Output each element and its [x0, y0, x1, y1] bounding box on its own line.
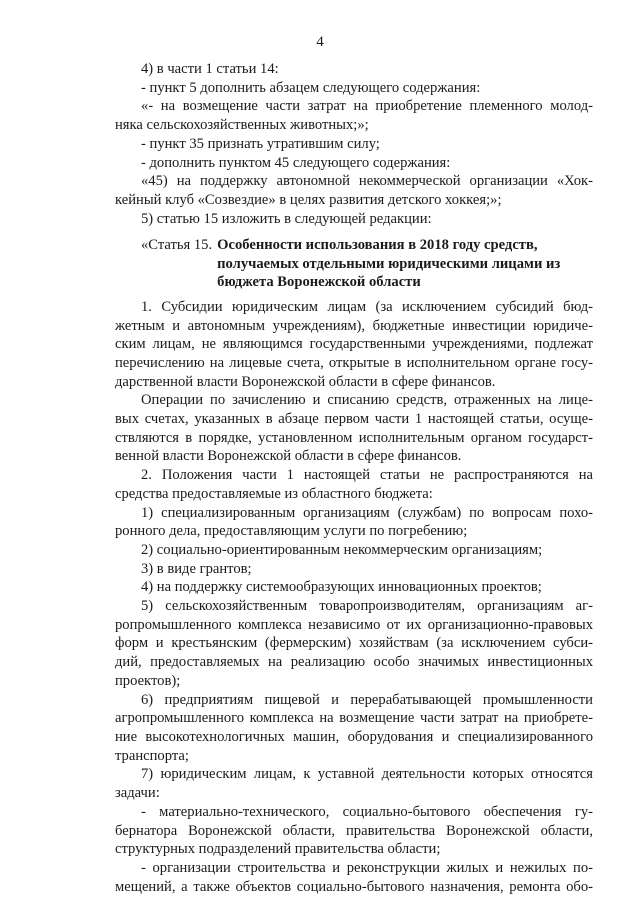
- paragraph: [115, 597, 593, 691]
- paragraph: [115, 97, 593, 134]
- paragraph: [115, 691, 593, 766]
- text-line: вых счетах, указанных в абзаце первом части 1 настоящей статьи, осуще-: [115, 411, 593, 428]
- text-line: структурных подразделений правительства области;: [115, 841, 441, 858]
- document-body: [115, 60, 593, 896]
- text-line: 2) социально-ориентированным некоммерческим организациям;: [141, 541, 543, 558]
- paragraph: [115, 172, 593, 209]
- text-line: - организации строительства и реконструкции жилых и нежилых по-: [141, 859, 593, 876]
- paragraph: [115, 859, 593, 896]
- text-line: проектов);: [115, 672, 181, 689]
- text-line: транспорта;: [115, 747, 189, 764]
- text-line: жетным и автономным учреждениям), бюджетные инвестиции юридиче-: [115, 317, 593, 334]
- paragraph: [115, 298, 593, 392]
- text-line: 4) в части 1 статьи 14:: [141, 61, 279, 77]
- text-line: дарственной власти Воронежской области в сфере финансов.: [115, 373, 496, 390]
- paragraph: [115, 765, 593, 802]
- article-title-line: получаемых отдельными юридическими лицами из: [217, 255, 561, 272]
- text-line: мещений, а также объектов социально-бытового назначения, ремонта обо-: [115, 878, 593, 895]
- text-line: бернатора Воронежской области, правительства Воронежской области,: [115, 822, 593, 839]
- page-number: 4: [316, 34, 324, 50]
- paragraph: [115, 504, 593, 541]
- paragraph: [115, 391, 593, 466]
- text-line: 7) юридическим лицам, к уставной деятельности которых относятся: [141, 766, 593, 783]
- text-line: няка сельскохозяйственных животных;»;: [115, 117, 369, 134]
- text-line: - пункт 5 дополнить абзацем следующего содержания:: [141, 79, 481, 96]
- text-line: средства предоставляемые из областного бюджета:: [115, 485, 433, 502]
- text-line: ропромышленного комплекса независимо от их организационно-правовых: [115, 616, 593, 633]
- text-line: ние высокотехнологичных машин, оборудования и специализированного: [115, 729, 593, 745]
- text-line: «45) на поддержку автономной некоммерческой организации «Хок-: [141, 173, 593, 190]
- article-heading: [115, 236, 593, 292]
- text-line: 3) в виде грантов;: [141, 560, 252, 577]
- text-line: 4) на поддержку системообразующих инновационных проектов;: [141, 579, 542, 596]
- text-line: «- на возмещение части затрат на приобретение племенного молод-: [141, 98, 593, 115]
- article-label: «Статья 15.: [141, 237, 213, 254]
- text-line: ствляются в порядке, установленном исполнительным органом государст-: [115, 429, 593, 446]
- text-line: дий, предоставляемых на реализацию особо значимых инвестиционных: [115, 654, 593, 671]
- text-line: 2. Положения части 1 настоящей статьи не распространяются на: [141, 467, 593, 484]
- text-line: 6) предприятиям пищевой и перерабатывающей промышленности: [141, 691, 593, 708]
- text-line: 1) специализированным организациям (службам) по вопросам похо-: [141, 504, 593, 521]
- article-title: [217, 236, 560, 292]
- text-line: венной власти Воронежской области в сфере финансов.: [115, 448, 462, 465]
- paragraph: [115, 466, 593, 503]
- text-line: - пункт 35 признать утратившим силу;: [141, 135, 380, 152]
- text-line: - материально-технического, социально-бытового обеспечения гу-: [141, 803, 593, 820]
- text-line: - дополнить пунктом 45 следующего содержания:: [141, 154, 451, 171]
- text-line: ронного дела, предоставляющим услуги по погребению;: [115, 523, 468, 540]
- article-title-line: бюджета Воронежской области: [217, 274, 421, 291]
- text-line: агропромышленного комплекса на возмещение части затрат на приобрете-: [115, 710, 593, 727]
- text-line: 5) сельскохозяйственным товаропроизводителям, организациям аг-: [141, 598, 593, 615]
- article-title-line: Особенности использования в 2018 году средств,: [217, 237, 538, 254]
- text-line: форм и крестьянским (фермерским) хозяйствам (за исключением субси-: [115, 635, 593, 652]
- text-line: Операции по зачислению и списанию средств, отраженных на лице-: [141, 392, 593, 409]
- text-line: кейный клуб «Созвездие» в целях развития детского хоккея;»;: [115, 191, 502, 208]
- text-line: перечислению на лицевые счета, открытые в исполнительном органе госу-: [115, 354, 593, 371]
- text-line: 5) статью 15 изложить в следующей редакции:: [141, 210, 432, 227]
- text-line: ским лицам, не являющимся государственными учреждениями, подлежат: [115, 336, 593, 353]
- text-line: 1. Субсидии юридическим лицам (за исключением субсидий бюд-: [141, 298, 593, 315]
- text-line: задачи:: [115, 785, 160, 802]
- paragraph: [115, 803, 593, 859]
